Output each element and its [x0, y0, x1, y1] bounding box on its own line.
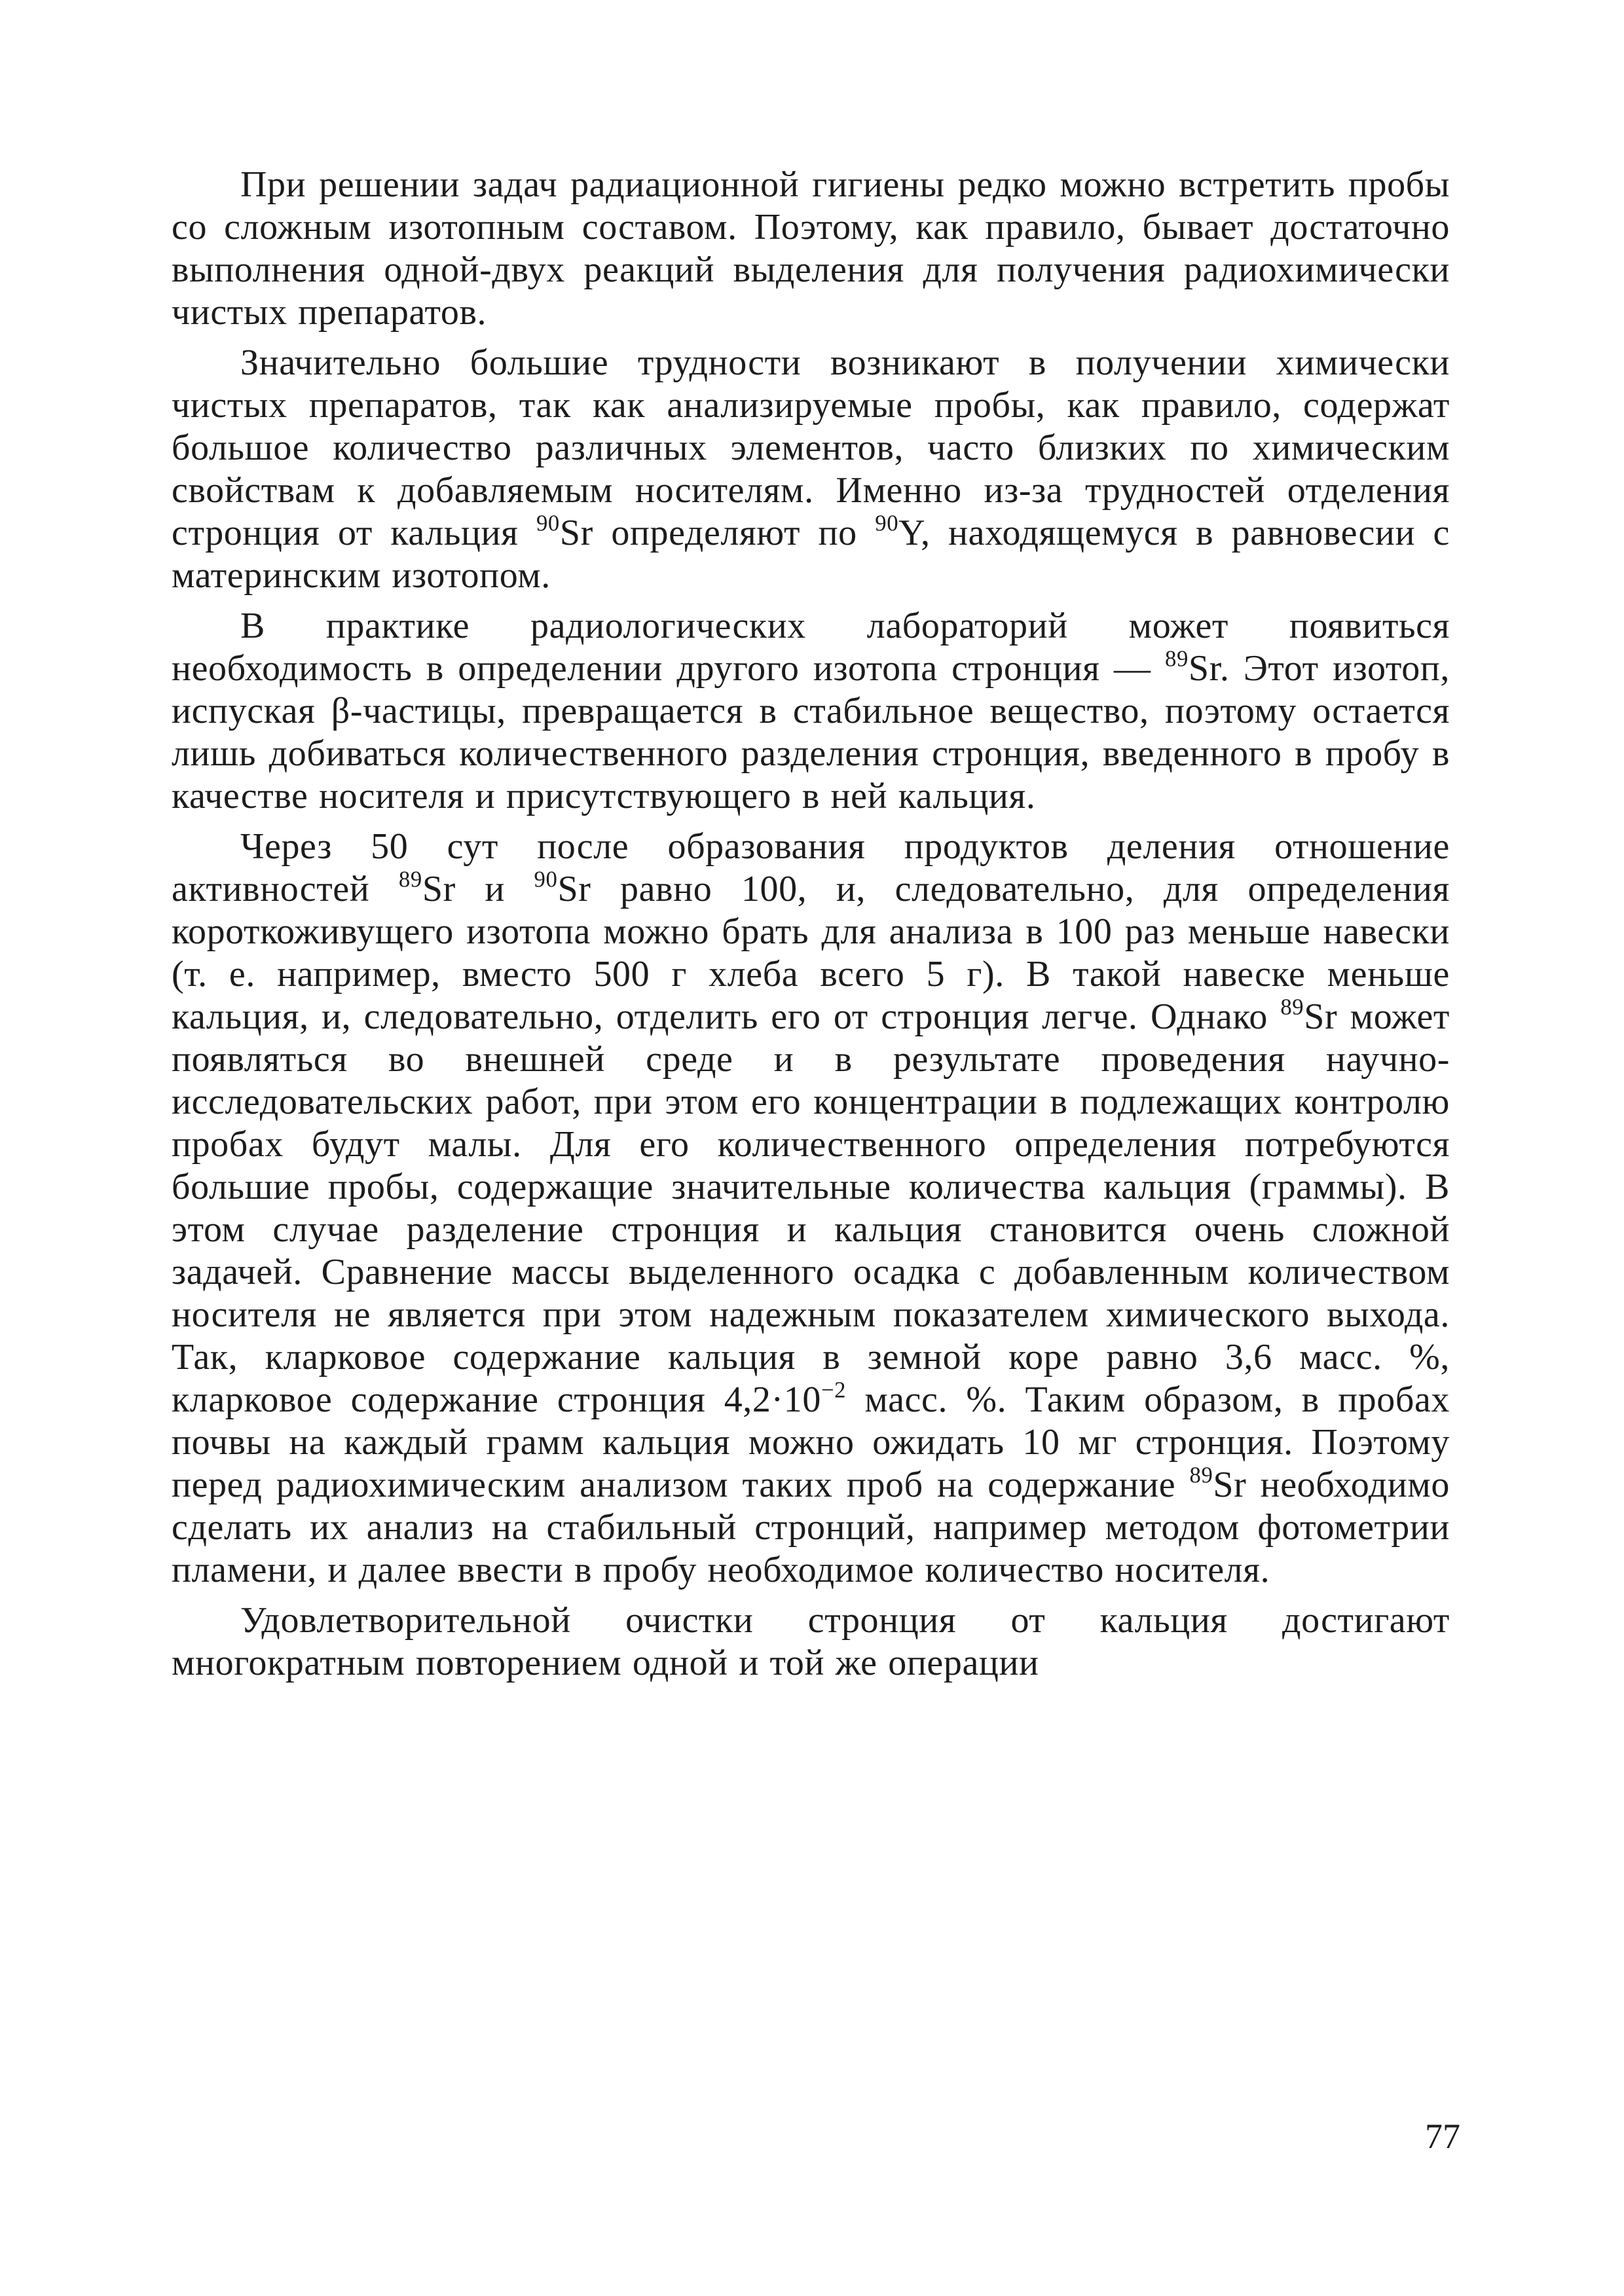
page-number: 77 [1425, 2117, 1460, 2156]
paragraph-2-text-1: Значительно большие трудности возникают в получении химически чистых препаратов, так как анализируемые пробы, как правило, содержат большое количество различных элементов, часто близких по химическим свойствам к добавляемым носителям. Именно из-за трудностей отделения стронция от кальция [172, 342, 1450, 553]
paragraph-4-text-6: Sr необходимо сделать их анализ на стабильный стронций, например методом фотометрии пламени, и далее ввести в пробу необходимое количество носителя. [172, 1465, 1450, 1590]
paragraph-3-text-2: Sr. Этот изотоп, испуская β-частицы, превращается в стабильное вещество, поэтому остается лишь добиваться количественного разделения стронция, введенного в пробу в качестве носителя и присутствующего в ней кальция. [172, 648, 1450, 816]
isotope-superscript: 90 [534, 866, 558, 892]
isotope-superscript: 89 [1189, 1462, 1213, 1488]
paragraph-5 [172, 1599, 1450, 1685]
isotope-superscript: 89 [398, 866, 422, 892]
paragraph-2-text-3: Y, находящемуся в равновесии с материнским изотопом. [172, 513, 1450, 596]
paragraph-1-text: При решении задач радиационной гигиены редко можно встретить пробы со сложным изотопным составом. Поэтому, как правило, бывает достаточно выполнения одной-двух реакций выделения для получения радиохимически чистых препаратов. [172, 164, 1450, 333]
isotope-superscript: 89 [1165, 646, 1189, 672]
paragraph-3 [172, 605, 1450, 818]
paragraph-3-text-1: В практике радиологических лабораторий может появиться необходимость в определении другого изотопа стронция — [172, 606, 1450, 689]
paragraph-1 [172, 164, 1450, 334]
paragraph-4-text-4: Sr может появляться во внешней среде и в результате проведения научно-исследовательских работ, при этом его концентрации в подлежащих контролю пробах будут малы. Для его количественного определения потребуются большие пробы, содержащие значительные количества кальция (граммы). В этом случае разделение стронция и кальция становится очень сложной задачей. Сравнение массы выделенного осадка с добавленным количеством носителя не является при этом надежным показателем химического выхода. Так, кларковое содержание кальция в земной коре равно 3,6 масс. %, кларковое содержание стронция 4,2·10 [172, 996, 1450, 1420]
paragraph-4-text-3: Sr равно 100, и, следовательно, для определения короткоживущего изотопа можно брать для анализа в 100 раз меньше навески (т. е. например, вместо 500 г хлеба всего 5 г). В такой навеске меньше кальция, и, следовательно, отделить его от стронция легче. Однако [172, 869, 1450, 1037]
paragraph-5-text: Удовлетворительной очистки стронция от кальция достигают многократным повторением одной и той же операции [172, 1600, 1450, 1683]
paragraph-4-text-5: масс. %. Таким образом, в пробах почвы на каждый грамм кальция можно ожидать 10 мг стронция. Поэтому перед радиохимическим анализом таких проб на содержание [172, 1379, 1450, 1505]
paragraph-2-text-2: Sr определяют по [559, 513, 876, 553]
paragraph-4 [172, 826, 1450, 1592]
isotope-superscript: 89 [1280, 994, 1304, 1020]
paragraph-4-text-1: Через 50 сут после образования продуктов деления отношение активностей [172, 826, 1450, 909]
isotope-superscript: 90 [875, 510, 899, 536]
page-text-body [172, 164, 1450, 1685]
isotope-superscript: 90 [536, 510, 560, 536]
paragraph-2 [172, 342, 1450, 597]
paragraph-4-text-2: Sr и [422, 869, 534, 909]
exponent-superscript: −2 [821, 1377, 847, 1403]
